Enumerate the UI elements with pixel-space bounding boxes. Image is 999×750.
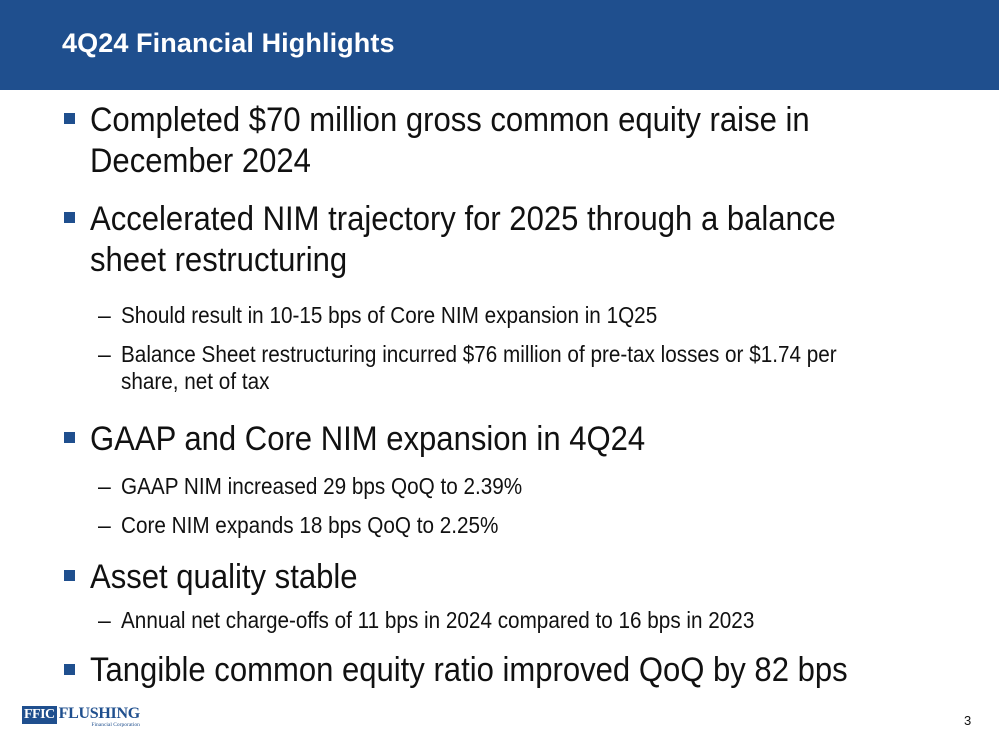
sub-bullet-item: [121, 512, 913, 539]
bullet-marker: [64, 212, 75, 223]
sub-bullet-line: Should result in 10-15 bps of Core NIM expansion in 1Q25: [121, 302, 658, 328]
bullet-marker: [64, 570, 75, 581]
sub-bullet-item: [121, 607, 913, 634]
logo-name: FLUSHING: [58, 705, 140, 722]
bullet-line: Accelerated NIM trajectory for 2025 through a balance: [90, 200, 836, 238]
sub-bullet-line: Balance Sheet restructuring incurred $76 million of pre-tax losses or $1.74 per: [121, 341, 837, 367]
bullet-marker: [64, 664, 75, 675]
title-bar: [0, 0, 999, 90]
sub-bullet-line: Annual net charge-offs of 11 bps in 2024 compared to 16 bps in 2023: [121, 607, 755, 633]
sub-bullet-item: [121, 473, 913, 500]
dash-marker: –: [98, 512, 111, 538]
bullet-line: Tangible common equity ratio improved QoQ by 82 bps: [90, 651, 848, 689]
sub-bullet-line: share, net of tax: [121, 368, 270, 394]
logo-subtitle: Financial Corporation: [91, 722, 140, 728]
slide-title: 4Q24 Financial Highlights: [62, 28, 395, 58]
company-logo: [22, 706, 140, 730]
bullet-line: Asset quality stable: [90, 558, 358, 596]
sub-bullet-line: Core NIM expands 18 bps QoQ to 2.25%: [121, 512, 499, 538]
sub-bullet-item: [121, 302, 913, 329]
bullet-item: [90, 100, 864, 182]
bullet-line: sheet restructuring: [90, 241, 348, 279]
bullet-marker: [64, 113, 75, 124]
bullet-item: [90, 650, 864, 691]
page-number: 3: [964, 713, 972, 728]
bullet-line: December 2024: [90, 142, 311, 180]
bullet-line: Completed $70 million gross common equity raise in: [90, 101, 810, 139]
logo-mark: FFIC: [24, 707, 55, 722]
dash-marker: –: [98, 607, 111, 633]
bullet-marker: [64, 432, 75, 443]
sub-bullet-line: GAAP NIM increased 29 bps QoQ to 2.39%: [121, 473, 523, 499]
sub-bullet-item: [121, 341, 913, 395]
dash-marker: –: [98, 302, 111, 328]
bullet-item: [90, 557, 864, 598]
bullet-item: [90, 419, 864, 460]
bullet-line: GAAP and Core NIM expansion in 4Q24: [90, 420, 646, 458]
dash-marker: –: [98, 473, 111, 499]
dash-marker: –: [98, 341, 111, 367]
bullet-item: [90, 199, 864, 281]
